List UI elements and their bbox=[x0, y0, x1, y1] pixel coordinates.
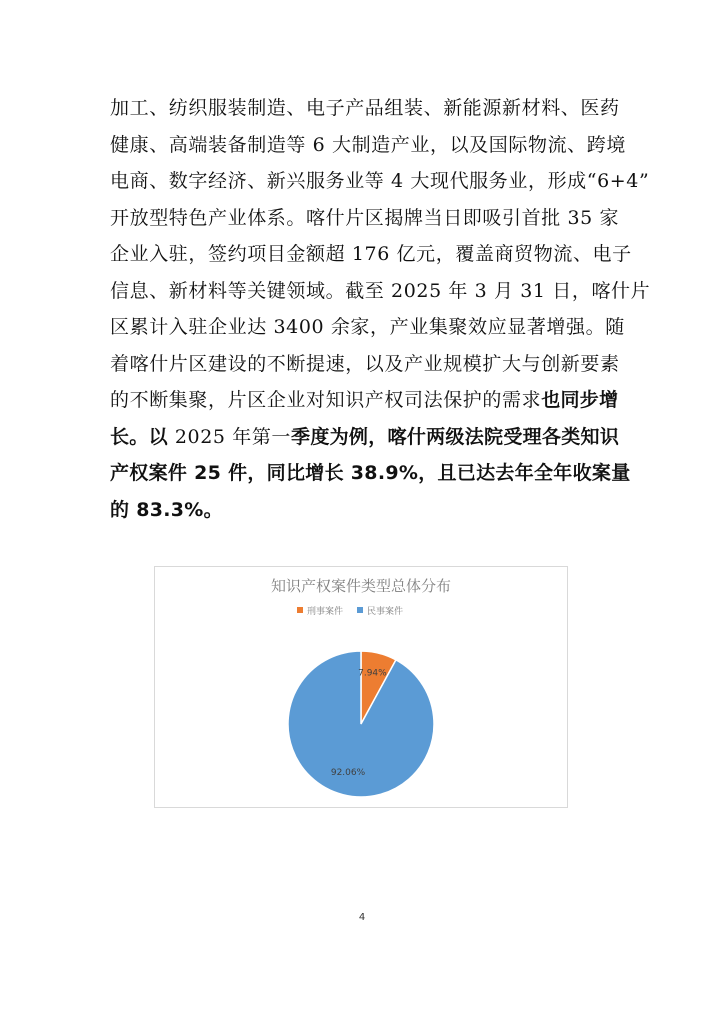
bold-text-segment: 长。以 bbox=[110, 425, 175, 448]
pie-data-label: 7.94% bbox=[358, 668, 387, 679]
paragraph-line bbox=[110, 419, 630, 456]
text-segment: 着喀什片区建设的不断提速，以及产业规模扩大与创新要素 bbox=[110, 352, 620, 375]
paragraph-line bbox=[110, 455, 630, 492]
paragraph-line bbox=[110, 382, 630, 419]
bold-text-segment: 的 83.3%。 bbox=[110, 498, 223, 521]
paragraph-line bbox=[110, 163, 650, 200]
legend-swatch bbox=[297, 607, 303, 613]
page-number: 4 bbox=[358, 912, 366, 923]
pie-chart-container bbox=[154, 566, 568, 808]
pie-chart bbox=[155, 567, 567, 807]
text-segment: 加工、纺织服装制造、电子产品组装、新能源新材料、医药 bbox=[110, 97, 620, 119]
bold-text-segment: 也同步增 bbox=[541, 389, 619, 411]
text-segment: 2025 年第一 bbox=[174, 425, 292, 448]
text-segment: 区累计入驻企业达 3400 余家，产业集聚效应显著增强。随 bbox=[110, 316, 625, 338]
text-segment: 企业入驻，签约项目金额超 176 亿元，覆盖商贸物流、电子 bbox=[110, 243, 632, 265]
body-paragraph bbox=[110, 90, 651, 528]
paragraph-line bbox=[110, 492, 630, 529]
bold-text-segment: 产权案件 25 件，同比增长 38.9%，且已达去年全年收案量 bbox=[110, 462, 631, 484]
pie-data-label: 92.06% bbox=[330, 767, 366, 778]
text-segment: 开放型特色产业体系。喀什片区揭牌当日即吸引首批 35 家 bbox=[110, 206, 620, 229]
text-segment: 信息、新材料等关键领域。截至 2025 年 3 月 31 日，喀什片 bbox=[110, 279, 651, 302]
paragraph-line bbox=[110, 127, 630, 164]
text-segment: 电商、数字经济、新兴服务业等 4 大现代服务业，形成“6+4” bbox=[110, 170, 650, 192]
bold-text-segment: 季度为例，喀什两级法院受理各类知识 bbox=[291, 425, 620, 448]
chart-legend bbox=[297, 605, 403, 617]
text-segment: 的不断集聚，片区企业对知识产权司法保护的需求 bbox=[110, 389, 542, 411]
legend-label: 刑事案件 bbox=[307, 607, 344, 617]
paragraph-line bbox=[110, 90, 630, 127]
text-segment: 健康、高端装备制造等 6 大制造产业，以及国际物流、跨境 bbox=[110, 133, 626, 156]
paragraph-line bbox=[110, 200, 630, 237]
paragraph-line bbox=[110, 236, 630, 273]
legend-swatch bbox=[357, 607, 363, 613]
paragraph-line bbox=[110, 309, 630, 346]
paragraph-line bbox=[110, 273, 651, 310]
legend-label: 民事案件 bbox=[367, 607, 404, 617]
paragraph-line bbox=[110, 346, 630, 383]
chart-title: 知识产权案件类型总体分布 bbox=[270, 577, 452, 595]
